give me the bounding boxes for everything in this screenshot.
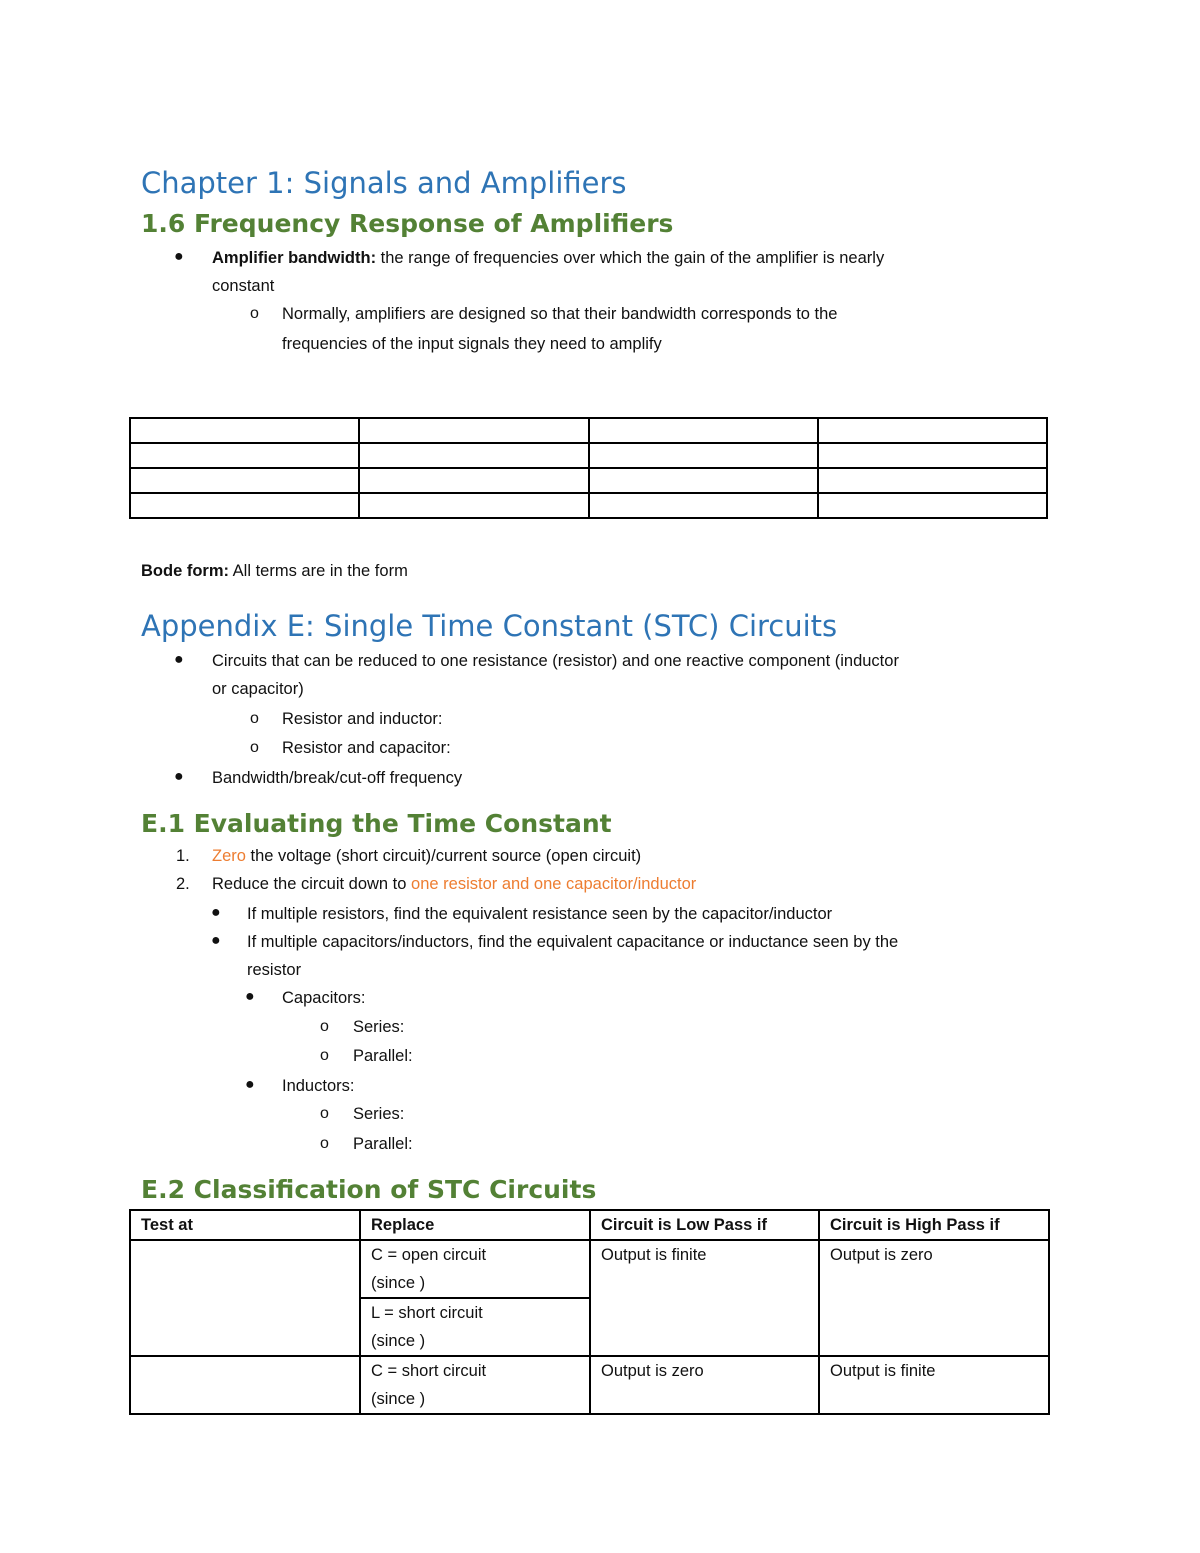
header-cell: Circuit is Low Pass if [590, 1210, 819, 1240]
bullet-icon: ● [245, 988, 255, 1005]
chapter-title: Chapter 1: Signals and Amplifiers [141, 166, 627, 200]
text-line: If multiple capacitors/inductors, find the equivalent capacitance or inductance seen by the [247, 933, 899, 951]
bullet-icon: ● [211, 904, 221, 921]
table-row [130, 1356, 1049, 1414]
table-cell [360, 1356, 590, 1414]
text-line: Resistor and capacitor: [282, 739, 451, 757]
bullet-icon: ● [174, 651, 184, 668]
cell-text: (since ) [371, 1274, 426, 1292]
text-line: Series: [353, 1105, 405, 1123]
term: Bode form: [141, 562, 229, 580]
cell-text: C = short circuit [371, 1362, 487, 1380]
bullet-icon: ● [245, 1076, 255, 1093]
highlight: one resistor and one capacitor/inductor [411, 875, 697, 893]
text-line: If multiple resistors, find the equivalent resistance seen by the capacitor/inductor [247, 905, 833, 923]
step-2 [212, 874, 696, 894]
circle-bullet-icon: o [250, 305, 259, 322]
cell-text: (since ) [371, 1332, 426, 1350]
text-line: Circuits that can be reduced to one resistance (resistor) and one reactive component (inductor [212, 652, 899, 670]
text-line: Parallel: [353, 1047, 413, 1065]
text-line: Normally, amplifiers are designed so that their bandwidth corresponds to the [282, 305, 838, 323]
step-1 [212, 846, 641, 866]
bullet-icon: ● [174, 768, 184, 785]
table-cell [130, 1356, 360, 1414]
circle-bullet-icon: o [250, 739, 259, 756]
section-heading-e1: E.1 Evaluating the Time Constant [141, 809, 612, 838]
table-cell [360, 1240, 590, 1298]
text-line: or capacitor) [212, 680, 304, 698]
table-row [130, 1240, 1049, 1298]
section-heading-e2: E.2 Classification of STC Circuits [141, 1175, 597, 1204]
circle-bullet-icon: o [250, 710, 259, 727]
circle-bullet-icon: o [320, 1105, 329, 1122]
circle-bullet-icon: o [320, 1018, 329, 1035]
bode-form-line [141, 561, 408, 581]
appendix-title: Appendix E: Single Time Constant (STC) Circuits [141, 609, 838, 643]
text-line: Parallel: [353, 1135, 413, 1153]
list-number: 1. [176, 847, 190, 865]
text-line: Capacitors: [282, 989, 366, 1007]
cell-text: C = open circuit [371, 1246, 487, 1264]
text-line: Series: [353, 1018, 405, 1036]
table-cell: Output is finite [819, 1356, 1049, 1414]
header-cell: Replace [360, 1210, 590, 1240]
cell-text: (since ) [371, 1390, 426, 1408]
table-cell [130, 1240, 360, 1356]
stc-classification-table [129, 1209, 1050, 1415]
list-number: 2. [176, 875, 190, 893]
text: Reduce the circuit down to [212, 875, 412, 893]
table-header-row [130, 1210, 1049, 1240]
text-line: Bandwidth/break/cut-off frequency [212, 769, 463, 787]
definition: the range of frequencies over which the gain of the amplifier is nearly [376, 249, 885, 267]
circle-bullet-icon: o [320, 1135, 329, 1152]
text: All terms are in the form [229, 562, 408, 580]
bullet-icon: ● [211, 932, 221, 949]
table-cell [360, 1298, 590, 1356]
text-line: Inductors: [282, 1077, 355, 1095]
text-line: Resistor and inductor: [282, 710, 443, 728]
text: the voltage (short circuit)/current source (open circuit) [245, 847, 642, 865]
circle-bullet-icon: o [320, 1047, 329, 1064]
table-cell: Output is zero [590, 1356, 819, 1414]
table-cell: Output is finite [590, 1240, 819, 1356]
table-cell: Output is zero [819, 1240, 1049, 1356]
text-line: frequencies of the input signals they need to amplify [282, 335, 662, 353]
section-heading-1-6: 1.6 Frequency Response of Amplifiers [141, 209, 674, 238]
text-line: constant [212, 277, 275, 295]
highlight: Zero [212, 847, 246, 865]
header-cell: Circuit is High Pass if [819, 1210, 1049, 1240]
bandwidth-definition [212, 248, 884, 268]
term: Amplifier bandwidth: [212, 249, 377, 267]
header-cell: Test at [130, 1210, 360, 1240]
empty-table [129, 417, 1048, 519]
bullet-icon: ● [174, 248, 184, 265]
cell-text: L = short circuit [371, 1304, 483, 1322]
text-line: resistor [247, 961, 302, 979]
